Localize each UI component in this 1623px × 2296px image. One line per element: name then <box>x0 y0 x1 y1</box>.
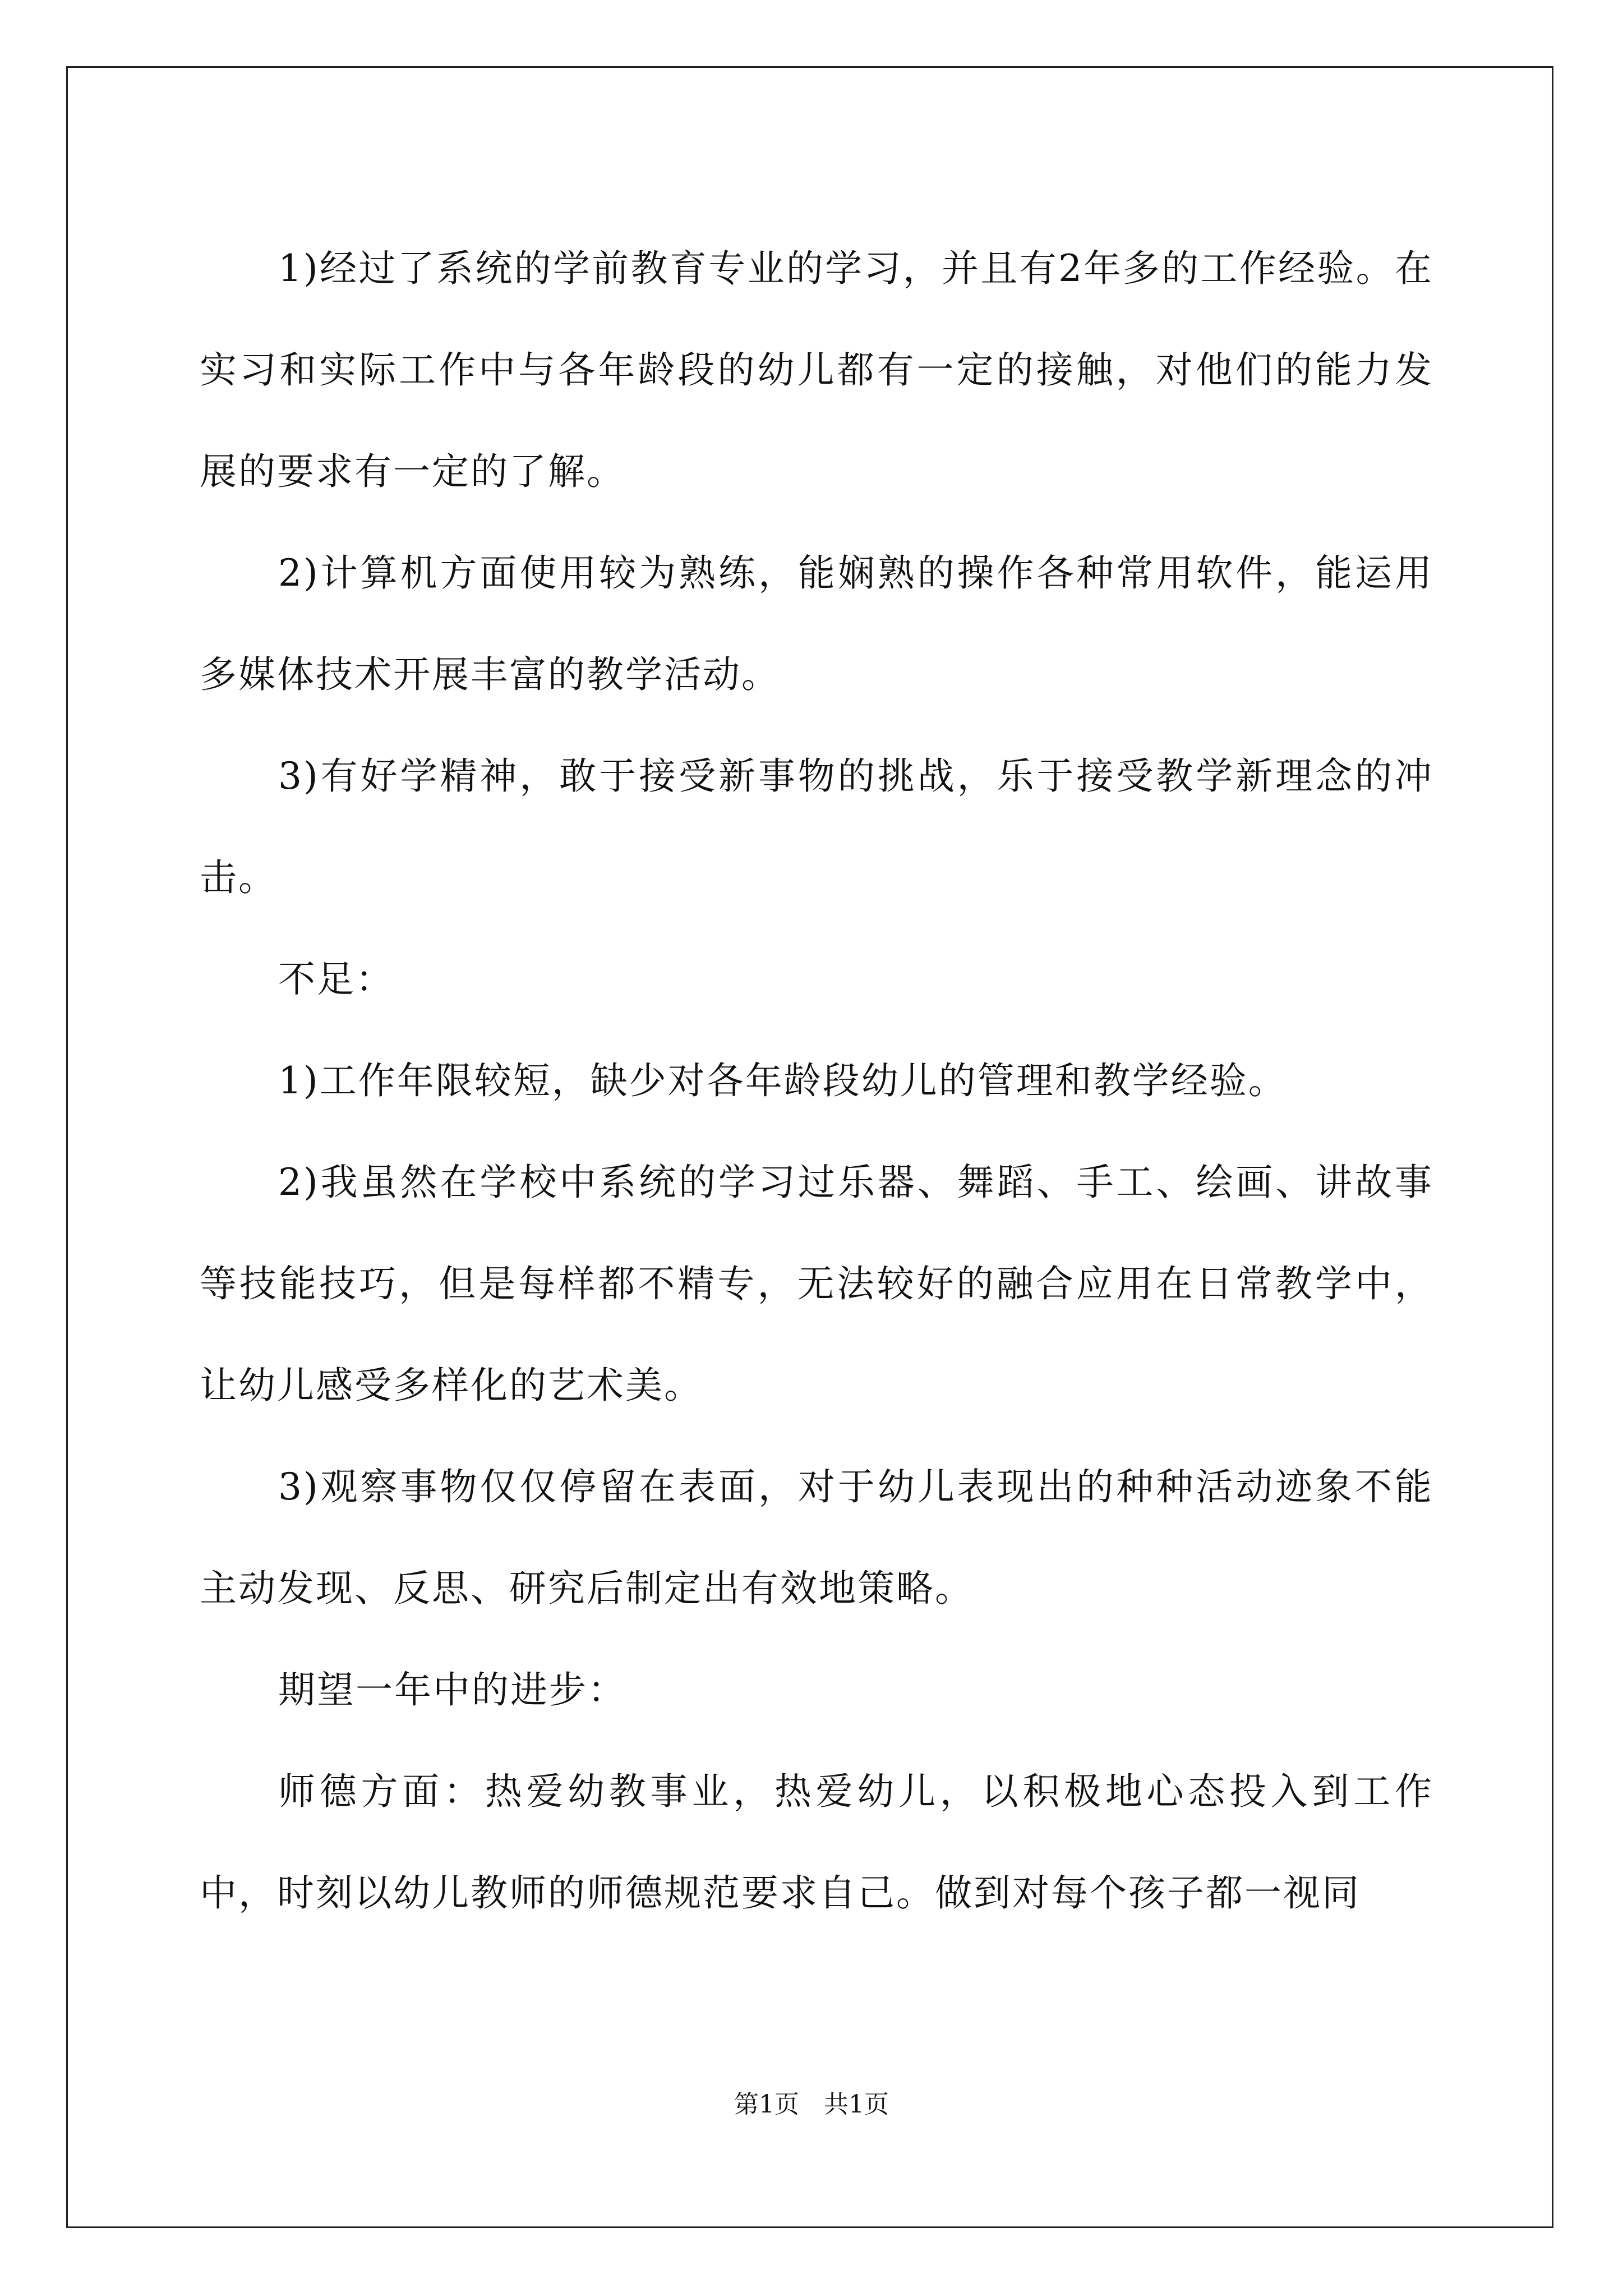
paragraph-ethics: 师德方面：热爱幼教事业，热爱幼儿，以积极地心态投入到工作中，时刻以幼儿教师的师德规范要求自己。做到对每个孩子都一视同 <box>200 1770 1433 1915</box>
paragraph-strength-2: 2)计算机方面使用较为熟练，能娴熟的操作各种常用软件，能运用多媒体技术开展丰富的教学活动。 <box>200 551 1433 696</box>
paragraph-weakness-1: 1)工作年限较短，缺少对各年龄段幼儿的管理和教学经验。 <box>278 1059 1287 1102</box>
paragraph-strength-1: 1)经过了系统的学前教育专业的学习，并且有2年多的工作经验。在实习和实际工作中与各年龄段的幼儿都有一定的接触，对他们的能力发展的要求有一定的了解。 <box>200 247 1433 493</box>
document-body <box>200 218 1433 1944</box>
paragraph-strength-3: 3)有好学精神，敢于接受新事物的挑战，乐于接受教学新理念的冲击。 <box>200 754 1433 899</box>
paragraph-weakness-3: 3)观察事物仅仅停留在表面，对于幼儿表现出的种种活动迹象不能主动发现、反思、研究后制定出有效地策略。 <box>200 1465 1433 1610</box>
heading-expected-progress: 期望一年中的进步： <box>278 1668 626 1711</box>
page-footer: 第1页 共1页 <box>734 2090 889 2119</box>
heading-weaknesses: 不足： <box>278 958 394 1001</box>
paragraph-weakness-2: 2)我虽然在学校中系统的学习过乐器、舞蹈、手工、绘画、讲故事等技能技巧，但是每样都不精专，无法较好的融合应用在日常教学中，让幼儿感受多样化的艺术美。 <box>200 1161 1433 1407</box>
